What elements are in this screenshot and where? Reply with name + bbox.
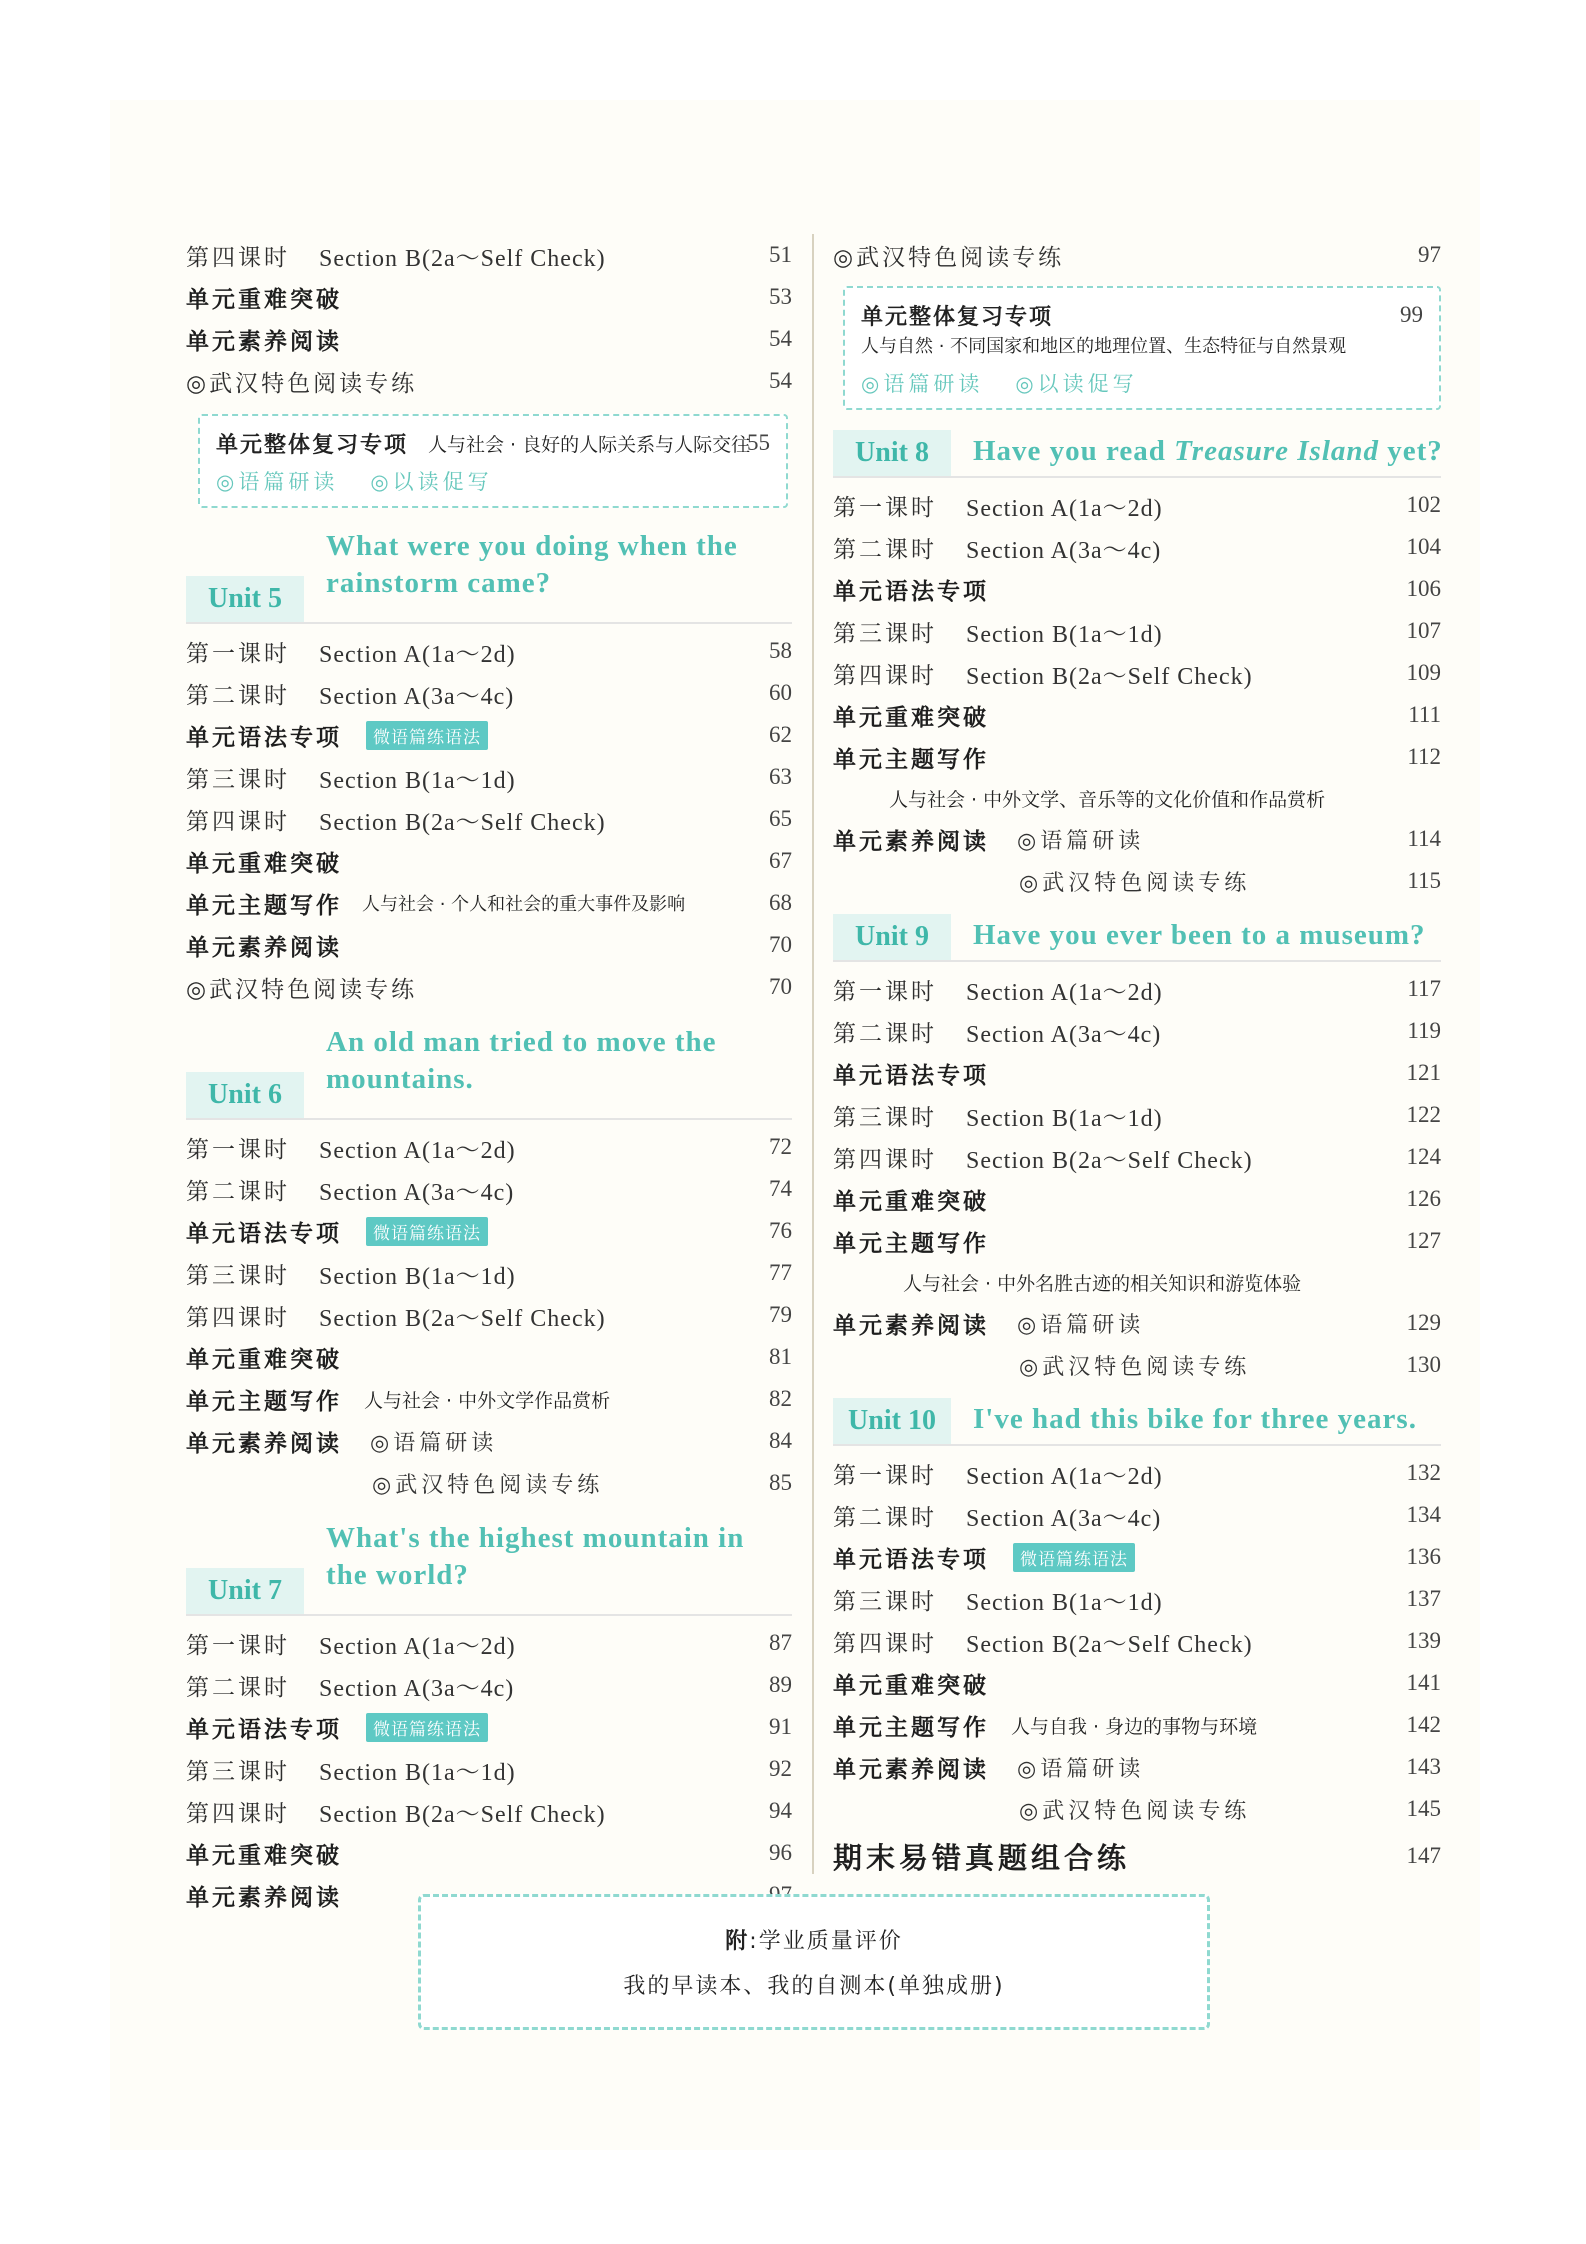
entry-label: 单元重难突破 [833, 1672, 989, 1699]
entry-label: 第三课时 [186, 1262, 290, 1289]
toc-entry[interactable] [186, 1126, 792, 1168]
toc-entry[interactable] [833, 818, 1441, 860]
entry-section: Section B(1a～1d) [966, 1589, 1163, 1616]
entry-section: Section A(3a～4c) [319, 1675, 515, 1702]
box-title: 单元整体复习专项 [216, 432, 409, 458]
entry-page: 142 [1406, 1712, 1441, 1737]
entry-label: 第二课时 [833, 1504, 937, 1531]
entry-section: Section A(1a～2d) [966, 495, 1163, 522]
entry-reading: ◎语篇研读 [370, 1430, 498, 1456]
entry-section: Section B(1a～1d) [966, 621, 1163, 648]
entry-label: 第二课时 [833, 1020, 937, 1047]
entry-label: ◎武汉特色阅读专练 [186, 976, 418, 1003]
entry-page: 97 [1418, 242, 1441, 267]
unit-title: I've had this bike for three years. [973, 1403, 1417, 1435]
entry-page: 143 [1406, 1754, 1441, 1779]
entry-page: 132 [1406, 1460, 1441, 1485]
appendix-line-2: 我的早读本、我的自测本(单独成册) [623, 1974, 1005, 1999]
entry-label: 单元素养阅读 [186, 934, 342, 961]
unit-badge: Unit 7 [186, 1568, 304, 1614]
toc-entry[interactable] [833, 610, 1441, 652]
toc-entry[interactable] [833, 1452, 1441, 1494]
toc-entry[interactable] [833, 1620, 1441, 1662]
entry-page: 106 [1406, 576, 1441, 601]
entry-section: Section B(2a～Self Check) [966, 1147, 1253, 1174]
entry-label: 第四课时 [186, 808, 290, 835]
entry-label: 单元素养阅读 [833, 828, 989, 855]
entry-page: 62 [769, 722, 792, 747]
entry-section: Section B(1a～1d) [319, 1759, 516, 1786]
toc-entry[interactable] [186, 840, 792, 882]
entry-label: 单元素养阅读 [186, 328, 342, 355]
box-tag: ◎语篇研读 [216, 470, 339, 494]
toc-entry[interactable] [186, 1790, 792, 1832]
entry-page: 114 [1407, 826, 1441, 851]
toc-entry[interactable] [833, 1494, 1441, 1536]
entry-page: 74 [769, 1176, 792, 1201]
entry-section: Section A(1a～2d) [966, 979, 1163, 1006]
entry-page: 70 [769, 932, 792, 957]
toc-entry[interactable] [186, 1622, 792, 1664]
toc-entry[interactable] [186, 360, 792, 402]
toc-entry[interactable] [186, 234, 792, 276]
entry-page: 91 [769, 1714, 792, 1739]
entry-reading: ◎武汉特色阅读专练 [1019, 1354, 1251, 1380]
grammar-tag: 微语篇练语法 [366, 1217, 488, 1246]
unit-badge: Unit 8 [833, 430, 951, 476]
entry-reading: ◎语篇研读 [1017, 1312, 1145, 1338]
toc-entry[interactable] [186, 798, 792, 840]
entry-label: 第一课时 [833, 494, 937, 521]
unit-title: What's the highest mountain in the world? [326, 1522, 745, 1591]
entry-page: 85 [769, 1470, 792, 1495]
entry-page: 65 [769, 806, 792, 831]
entry-label: 单元主题写作 [833, 1230, 989, 1257]
entry-label: 单元重难突破 [186, 850, 342, 877]
toc-entry[interactable] [833, 694, 1441, 736]
entry-page: 82 [769, 1386, 792, 1411]
entry-label: 第四课时 [186, 1304, 290, 1331]
toc-entry[interactable] [833, 1536, 1441, 1578]
toc-entry[interactable] [186, 1462, 792, 1504]
entry-page: 129 [1406, 1310, 1441, 1335]
toc-entry[interactable] [186, 1664, 792, 1706]
entry-page: 94 [769, 1798, 792, 1823]
entry-section: Section A(3a～4c) [966, 1021, 1162, 1048]
entry-label: 第二课时 [186, 1178, 290, 1205]
box-tag: ◎语篇研读 [861, 372, 984, 396]
entry-page: 81 [769, 1344, 792, 1369]
entry-page: 124 [1406, 1144, 1441, 1169]
entry-label: ◎武汉特色阅读专练 [833, 244, 1065, 271]
entry-label: 单元重难突破 [833, 704, 989, 731]
entry-page: 109 [1406, 660, 1441, 685]
entry-section: Section B(2a～Self Check) [966, 1631, 1253, 1658]
entry-label: 单元重难突破 [833, 1188, 989, 1215]
box-page: 55 [747, 430, 770, 455]
entry-label: 第三课时 [833, 620, 937, 647]
entry-label: 第三课时 [833, 1104, 937, 1131]
entry-label: 单元素养阅读 [186, 1884, 342, 1911]
entry-page: 107 [1406, 618, 1441, 643]
entry-page: 68 [769, 890, 792, 915]
writing-theme: 人与社会 · 中外文学、音乐等的文化价值和作品赏析 [889, 788, 1326, 811]
entry-label: 单元重难突破 [186, 286, 342, 313]
toc-entry[interactable] [186, 1294, 792, 1336]
final-exam-entry[interactable] [833, 1830, 1441, 1882]
entry-section: Section A(3a～4c) [319, 1179, 515, 1206]
unit-8-header[interactable] [833, 424, 1441, 478]
box-tag: ◎以读促写 [1015, 372, 1138, 396]
entry-label: 单元主题写作 [833, 1714, 989, 1741]
toc-entry[interactable] [833, 1302, 1441, 1344]
toc-entry[interactable] [833, 1010, 1441, 1052]
entry-page: 112 [1407, 744, 1441, 769]
entry-page: 79 [769, 1302, 792, 1327]
toc-entry[interactable] [186, 1420, 792, 1462]
entry-page: 76 [769, 1218, 792, 1243]
entry-page: 139 [1406, 1628, 1441, 1653]
entry-label: 单元主题写作 [186, 1388, 342, 1415]
toc-entry[interactable] [186, 276, 792, 318]
entry-reading: ◎语篇研读 [1017, 828, 1145, 854]
toc-entry[interactable] [186, 966, 792, 1008]
entry-section: Section A(1a～2d) [319, 1633, 516, 1660]
grammar-tag: 微语篇练语法 [1013, 1543, 1135, 1572]
unit-title: What were you doing when the rainstorm came? [326, 530, 738, 599]
entry-page: 96 [769, 1840, 792, 1865]
final-title: 期末易错真题组合练 [833, 1840, 1131, 1875]
toc-entry[interactable] [186, 1252, 792, 1294]
unit-title: Have you ever been to a museum? [973, 919, 1426, 951]
unit-5-header[interactable] [186, 518, 792, 624]
entry-label: ◎武汉特色阅读专练 [186, 370, 418, 397]
entry-label: 单元重难突破 [186, 1346, 342, 1373]
entry-page: 119 [1407, 1018, 1441, 1043]
entry-section: Section B(1a～1d) [966, 1105, 1163, 1132]
entry-section: Section A(3a～4c) [319, 683, 515, 710]
unit-badge: Unit 9 [833, 914, 951, 960]
entry-label: 第四课时 [833, 1630, 937, 1657]
unit-badge: Unit 10 [833, 1398, 951, 1444]
entry-section: Section A(1a～2d) [319, 1137, 516, 1164]
entry-section: Section B(2a～Self Check) [319, 245, 606, 272]
entry-page: 54 [769, 368, 792, 393]
toc-entry[interactable] [833, 1052, 1441, 1094]
entry-label: 单元素养阅读 [833, 1312, 989, 1339]
toc-entry[interactable] [833, 1178, 1441, 1220]
toc-entry[interactable] [833, 1662, 1441, 1704]
toc-entry[interactable] [186, 1168, 792, 1210]
entry-page: 58 [769, 638, 792, 663]
entry-page: 63 [769, 764, 792, 789]
entry-label: 第四课时 [833, 1146, 937, 1173]
entry-theme: 人与社会 · 个人和社会的重大事件及影响 [362, 894, 686, 915]
toc-entry[interactable] [833, 1094, 1441, 1136]
toc-entry[interactable] [833, 1344, 1441, 1386]
box-page: 99 [1400, 302, 1423, 327]
toc-entry[interactable] [833, 1788, 1441, 1830]
entry-section: Section B(2a～Self Check) [319, 809, 606, 836]
entry-label: 单元主题写作 [186, 892, 342, 919]
toc-entry[interactable] [186, 1336, 792, 1378]
entry-page: 92 [769, 1756, 792, 1781]
toc-entry[interactable] [833, 736, 1441, 778]
entry-section: Section B(1a～1d) [319, 1263, 516, 1290]
entry-label: 第四课时 [186, 244, 290, 271]
unit-badge: Unit 5 [186, 576, 304, 622]
entry-page: 87 [769, 1630, 792, 1655]
entry-page: 89 [769, 1672, 792, 1697]
entry-theme: 人与自我 · 身边的事物与环境 [1011, 1715, 1258, 1738]
entry-page: 126 [1406, 1186, 1441, 1211]
toc-entry[interactable] [186, 1378, 792, 1420]
toc-entry[interactable] [186, 714, 792, 756]
toc-entry[interactable] [833, 526, 1441, 568]
toc-entry[interactable] [833, 1578, 1441, 1620]
entry-page: 127 [1406, 1228, 1441, 1253]
toc-entry[interactable] [186, 318, 792, 360]
entry-label: 第三课时 [186, 1758, 290, 1785]
entry-label: 单元素养阅读 [186, 1430, 342, 1457]
entry-page: 137 [1406, 1586, 1441, 1611]
entry-page: 111 [1408, 702, 1441, 727]
entry-label: 单元语法专项 [186, 1220, 342, 1247]
entry-page: 54 [769, 326, 792, 351]
entry-page: 117 [1407, 976, 1441, 1001]
entry-label: 第四课时 [833, 662, 937, 689]
entry-label: 第二课时 [186, 1674, 290, 1701]
appendix-text: :学业质量评价 [749, 1929, 903, 1954]
entry-label: 第三课时 [833, 1588, 937, 1615]
toc-entry[interactable] [186, 756, 792, 798]
entry-reading: ◎武汉特色阅读专练 [372, 1472, 604, 1498]
entry-section: Section B(1a～1d) [319, 767, 516, 794]
box-tags [861, 368, 1423, 398]
entry-page: 145 [1406, 1796, 1441, 1821]
unit-6-header[interactable] [186, 1014, 792, 1120]
toc-entry[interactable] [833, 968, 1441, 1010]
toc-entry[interactable] [833, 568, 1441, 610]
entry-label: 第三课时 [186, 766, 290, 793]
entry-label: 单元语法专项 [186, 724, 342, 751]
toc-entry[interactable] [833, 234, 1441, 276]
unit-badge: Unit 6 [186, 1072, 304, 1118]
entry-label: 第四课时 [186, 1800, 290, 1827]
unit-title-part: yet? [1379, 435, 1443, 467]
grammar-tag: 微语篇练语法 [366, 1713, 488, 1742]
entry-reading: ◎语篇研读 [1017, 1756, 1145, 1782]
toc-entry[interactable] [186, 1706, 792, 1748]
entry-label: 单元语法专项 [833, 578, 989, 605]
entry-page: 141 [1406, 1670, 1441, 1695]
entry-label: 第一课时 [186, 1632, 290, 1659]
entry-page: 53 [769, 284, 792, 309]
appendix-line-1 [725, 1924, 902, 1955]
box-title: 单元整体复习专项 [861, 304, 1054, 330]
entry-page: 104 [1406, 534, 1441, 559]
entry-page: 134 [1406, 1502, 1441, 1527]
unit-7-header[interactable] [186, 1510, 792, 1616]
entry-label: 单元重难突破 [186, 1842, 342, 1869]
entry-label: 第二课时 [186, 682, 290, 709]
entry-page: 70 [769, 974, 792, 999]
entry-section: Section B(2a～Self Check) [319, 1305, 606, 1332]
entry-label: 单元主题写作 [833, 746, 989, 773]
toc-entry[interactable] [186, 1210, 792, 1252]
entry-section: Section B(2a～Self Check) [319, 1801, 606, 1828]
entry-label: 第一课时 [186, 1136, 290, 1163]
entry-reading: ◎武汉特色阅读专练 [1019, 1798, 1251, 1824]
toc-entry[interactable] [186, 882, 792, 924]
entry-label: 第一课时 [833, 978, 937, 1005]
entry-section: Section A(1a～2d) [319, 641, 516, 668]
entry-page: 130 [1406, 1352, 1441, 1377]
appendix-prefix: 附 [725, 1929, 750, 1954]
entry-label: 第二课时 [833, 536, 937, 563]
unit-9-header[interactable] [833, 908, 1441, 962]
entry-label: 单元语法专项 [186, 1716, 342, 1743]
appendix-box [418, 1894, 1210, 2030]
toc-entry[interactable] [186, 1748, 792, 1790]
toc-entry[interactable] [833, 860, 1441, 902]
entry-page: 115 [1407, 868, 1441, 893]
entry-page: 102 [1406, 492, 1441, 517]
column-divider [812, 234, 814, 1874]
toc-entry[interactable] [833, 1220, 1441, 1262]
entry-section: Section A(3a～4c) [966, 1505, 1162, 1532]
book-title: Treasure Island [1174, 435, 1380, 467]
box-tag: ◎以读促写 [370, 470, 493, 494]
entry-theme: 人与社会 · 中外文学作品赏析 [364, 1389, 611, 1412]
entry-label: 单元素养阅读 [833, 1756, 989, 1783]
entry-page: 51 [769, 242, 792, 267]
unit-title [973, 433, 1443, 470]
entry-page: 122 [1406, 1102, 1441, 1127]
box-desc: 人与自然 · 不同国家和地区的地理位置、生态特征与自然景观 [861, 336, 1347, 357]
unit-title: An old man tried to move the mountains. [326, 1026, 717, 1095]
toc-entry[interactable] [186, 1832, 792, 1874]
toc-entry[interactable] [833, 652, 1441, 694]
toc-entry[interactable] [186, 672, 792, 714]
grammar-tag: 微语篇练语法 [366, 721, 488, 750]
toc-entry[interactable] [833, 1136, 1441, 1178]
entry-label: 单元语法专项 [833, 1546, 989, 1573]
unit-10-header[interactable] [833, 1392, 1441, 1446]
entry-section: Section A(1a～2d) [966, 1463, 1163, 1490]
toc-entry[interactable] [833, 1746, 1441, 1788]
entry-label: 第一课时 [186, 640, 290, 667]
entry-section: Section A(3a～4c) [966, 537, 1162, 564]
entry-page: 136 [1406, 1544, 1441, 1569]
box-tags [216, 466, 770, 496]
toc-entry[interactable] [186, 630, 792, 672]
toc-entry[interactable] [833, 484, 1441, 526]
entry-page: 84 [769, 1428, 792, 1453]
entry-section: Section B(2a～Self Check) [966, 663, 1253, 690]
entry-page: 77 [769, 1260, 792, 1285]
box-desc: 人与社会 · 良好的人际关系与人际交往 [428, 433, 751, 456]
entry-page: 67 [769, 848, 792, 873]
entry-label: 单元语法专项 [833, 1062, 989, 1089]
unit-review-box[interactable] [843, 286, 1441, 410]
entry-reading: ◎武汉特色阅读专练 [1019, 870, 1251, 896]
entry-label: 第一课时 [833, 1462, 937, 1489]
unit-review-box[interactable] [198, 414, 788, 508]
toc-entry[interactable] [186, 924, 792, 966]
toc-right-column [833, 234, 1441, 1882]
toc-left-column [186, 234, 792, 1916]
unit-title-part: Have you read [973, 435, 1175, 467]
entry-page: 72 [769, 1134, 792, 1159]
entry-page: 121 [1406, 1060, 1441, 1085]
entry-page: 60 [769, 680, 792, 705]
entry-page: 147 [1406, 1843, 1441, 1868]
writing-theme: 人与社会 · 中外名胜古迹的相关知识和游览体验 [903, 1272, 1302, 1295]
toc-entry[interactable] [833, 1704, 1441, 1746]
